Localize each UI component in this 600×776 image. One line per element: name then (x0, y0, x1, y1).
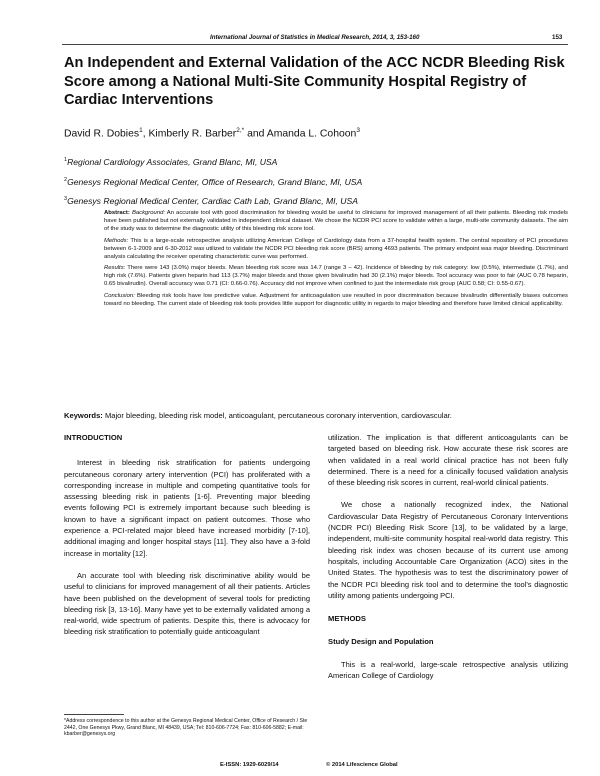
author-name: David R. Dobies (64, 128, 140, 140)
subsection-heading: Study Design and Population (328, 637, 434, 647)
conclusion-text: Bleeding risk tools have low predictive value. Adjustment for anticoagulation use resulted in poor discrimination because bivalirudin differentially biases outcomes toward no bleeding. The current state of bleeding risk tools provides little support for diagnostic utility in regards to major bleeding and therefore have limited clinical applicability. (104, 293, 568, 308)
affiliation-text: Genesys Regional Medical Center, Cardiac Cath Lab, Grand Blanc, MI, USA (67, 196, 358, 206)
author-affiliation-mark: 3 (356, 127, 360, 134)
abstract-label: Abstract: (104, 210, 130, 216)
footnote-rule (64, 714, 124, 715)
background-label: Background: (131, 210, 166, 216)
conclusion-label: Conclusion: (104, 293, 135, 300)
copyright: © 2014 Lifescience Global (326, 762, 398, 768)
author-affiliation-mark: 1 (139, 127, 143, 134)
right-column (328, 432, 568, 681)
keywords-label: Keywords: (64, 411, 103, 420)
keywords (64, 411, 570, 420)
body-paragraph: utilization. The implication is that different anticoagulants can be targeted based on bleeding risk. How accurate these risk scores are when validated in a real world clinical practice has not been fully determined. There is a need for a clinically focused validation analysis of these bleeding risk scores in current, real-world clinical patients. (328, 433, 568, 488)
affiliation (64, 196, 358, 206)
results-text: There were 143 (3.0%) major bleeds. Mean bleeding risk score was 14.7 (range 3 – 42). Incidence of bleeding by risk category: low (0.5%), intermediate (1.7%), and high risk (7.6%). Patients given heparin had 113 (3.7%) major bleeds and those given bivalirudin had 30 (2.1%) major bleeds. Tool accuracy was poor to fair (AUC 0.78 heparin, 0.65 bivalirudin). Overall accuracy was 0.71 (CI: 0.66-0.76). Accuracy did not improve when confined to just the intermediate risk group (AUC 0.58; CI: 0.55-0.67). (104, 265, 568, 288)
author-separator: and (244, 128, 267, 140)
body-paragraph: Interest in bleeding risk stratification for patients undergoing percutaneous coronary artery intervention (PCI) has proliferated with a corresponding increase in multiple and competing quantitative tools for assessing bleeding risk in patients [1-6]. Preventing major bleeding events following PCI is extremely important because such bleeding is known to have a significant impact on patient outcomes. Those who experience a PCI-related major bleed have increased morbidity [7-10], additional imaging and longer hospital stays [11]. They also have a 3-fold increase in mortality [12]. (64, 458, 310, 558)
abstract (104, 210, 568, 313)
author-separator: , (142, 128, 149, 140)
abstract-results (104, 265, 568, 289)
affiliation-number: 2 (64, 177, 68, 184)
abstract-conclusion (104, 293, 568, 309)
body-paragraph: This is a real-world, large-scale retrospective analysis utilizing American College of Cardiology (328, 659, 568, 681)
methods-text: This is a large-scale retrospective analysis utilizing American College of Cardiology data from a 37-hospital health system. The central repository of PCI procedures between 6-1-2009 and 6-30-2012 was utilized to validate the NCDR PCI bleeding risk score (BRS) among 4693 patients. The primary endpoint was major bleeding. Discriminant analysis calculating the receiver operating characteristic curve was performed. (104, 237, 568, 260)
section-heading-methods: METHODS (328, 614, 366, 624)
background-text: An accurate tool with good discrimination for bleeding would be useful to clinicians for improved management of all their patients. Bleeding risk models have been published but not externally validated in independent clinical dataset. We chose the NCDR PCI score to validate within a large, multi-site community datasets. The aim of the study was to determine the diagnostic utility of this bleeding risk score tool. (104, 210, 568, 232)
article-title: An Independent and External Validation of the ACC NCDR Bleeding Risk Score among a National Multi-Site Community Hospital Registry of Cardiac Interventions (64, 55, 565, 109)
header-rule (62, 44, 568, 45)
author-name: Kimberly R. Barber (148, 128, 237, 140)
abstract-background (104, 210, 568, 234)
section-heading-introduction: INTRODUCTION (64, 433, 123, 442)
affiliation-number: 1 (64, 157, 68, 164)
author-name: Amanda L. Cohoon (266, 128, 357, 140)
affiliation (64, 157, 277, 167)
abstract-methods (104, 238, 568, 262)
left-column (64, 432, 310, 638)
results-label: Results: (104, 265, 126, 272)
body-paragraph: We chose a nationally recognized index, the National Cardiovascular Data Registry of Percutaneous Coronary Interventions (NCDR PCI) Bleeding Risk Score [13], to be validated by a large, independent, multi-site community hospital real-world data registry. This bleeding risk index was chosen because of its current use among hospitals, including Accountable Care Organization (ACO) sites in the United States. The hypothesis was to test the discriminatory power of the NCDR PCI bleeding risk tool and to determine the tool's diagnostic utility among patients undergoing PCI. (328, 500, 568, 600)
correspondence-footnote: *Address correspondence to this author at the Genesys Regional Medical Center, Office of Research / Ste 2442, One Genesys Pkwy, Grand Blanc, MI 48439, USA; Tel: 810-606-7724; Fax: 810-606-5882; E-mail: kbarber@genesys.org (64, 718, 308, 738)
methods-label: Methods: (104, 237, 129, 244)
page-number: 153 (552, 34, 563, 41)
body-paragraph: An accurate tool with bleeding risk discriminative ability would be useful to clinicians for improved management of all their patients. Articles have been published on the development of several tools for predicting bleeding risk [3, 13-16]. Many have yet to be externally validated among a real-world, wide spectrum of patients. Despite this, there is advocacy for bleeding risk stratification to potentially guide anticoagulant (64, 570, 310, 637)
journal-citation: International Journal of Statistics in Medical Research, 2014, 3, 153-160 (210, 34, 420, 41)
issn: E-ISSN: 1929-6029/14 (220, 762, 279, 768)
author-affiliation-mark: 2,* (236, 127, 245, 134)
affiliation-text: Regional Cardiology Associates, Grand Blanc, MI, USA (67, 157, 278, 167)
keywords-text: Major bleeding, bleeding risk model, anticoagulant, percutaneous coronary intervention, cardiovascular. (102, 411, 452, 420)
author-list (64, 127, 360, 139)
affiliation (64, 177, 362, 187)
affiliation-number: 3 (64, 196, 68, 203)
affiliation-text: Genesys Regional Medical Center, Office of Research, Grand Blanc, MI, USA (67, 177, 363, 187)
